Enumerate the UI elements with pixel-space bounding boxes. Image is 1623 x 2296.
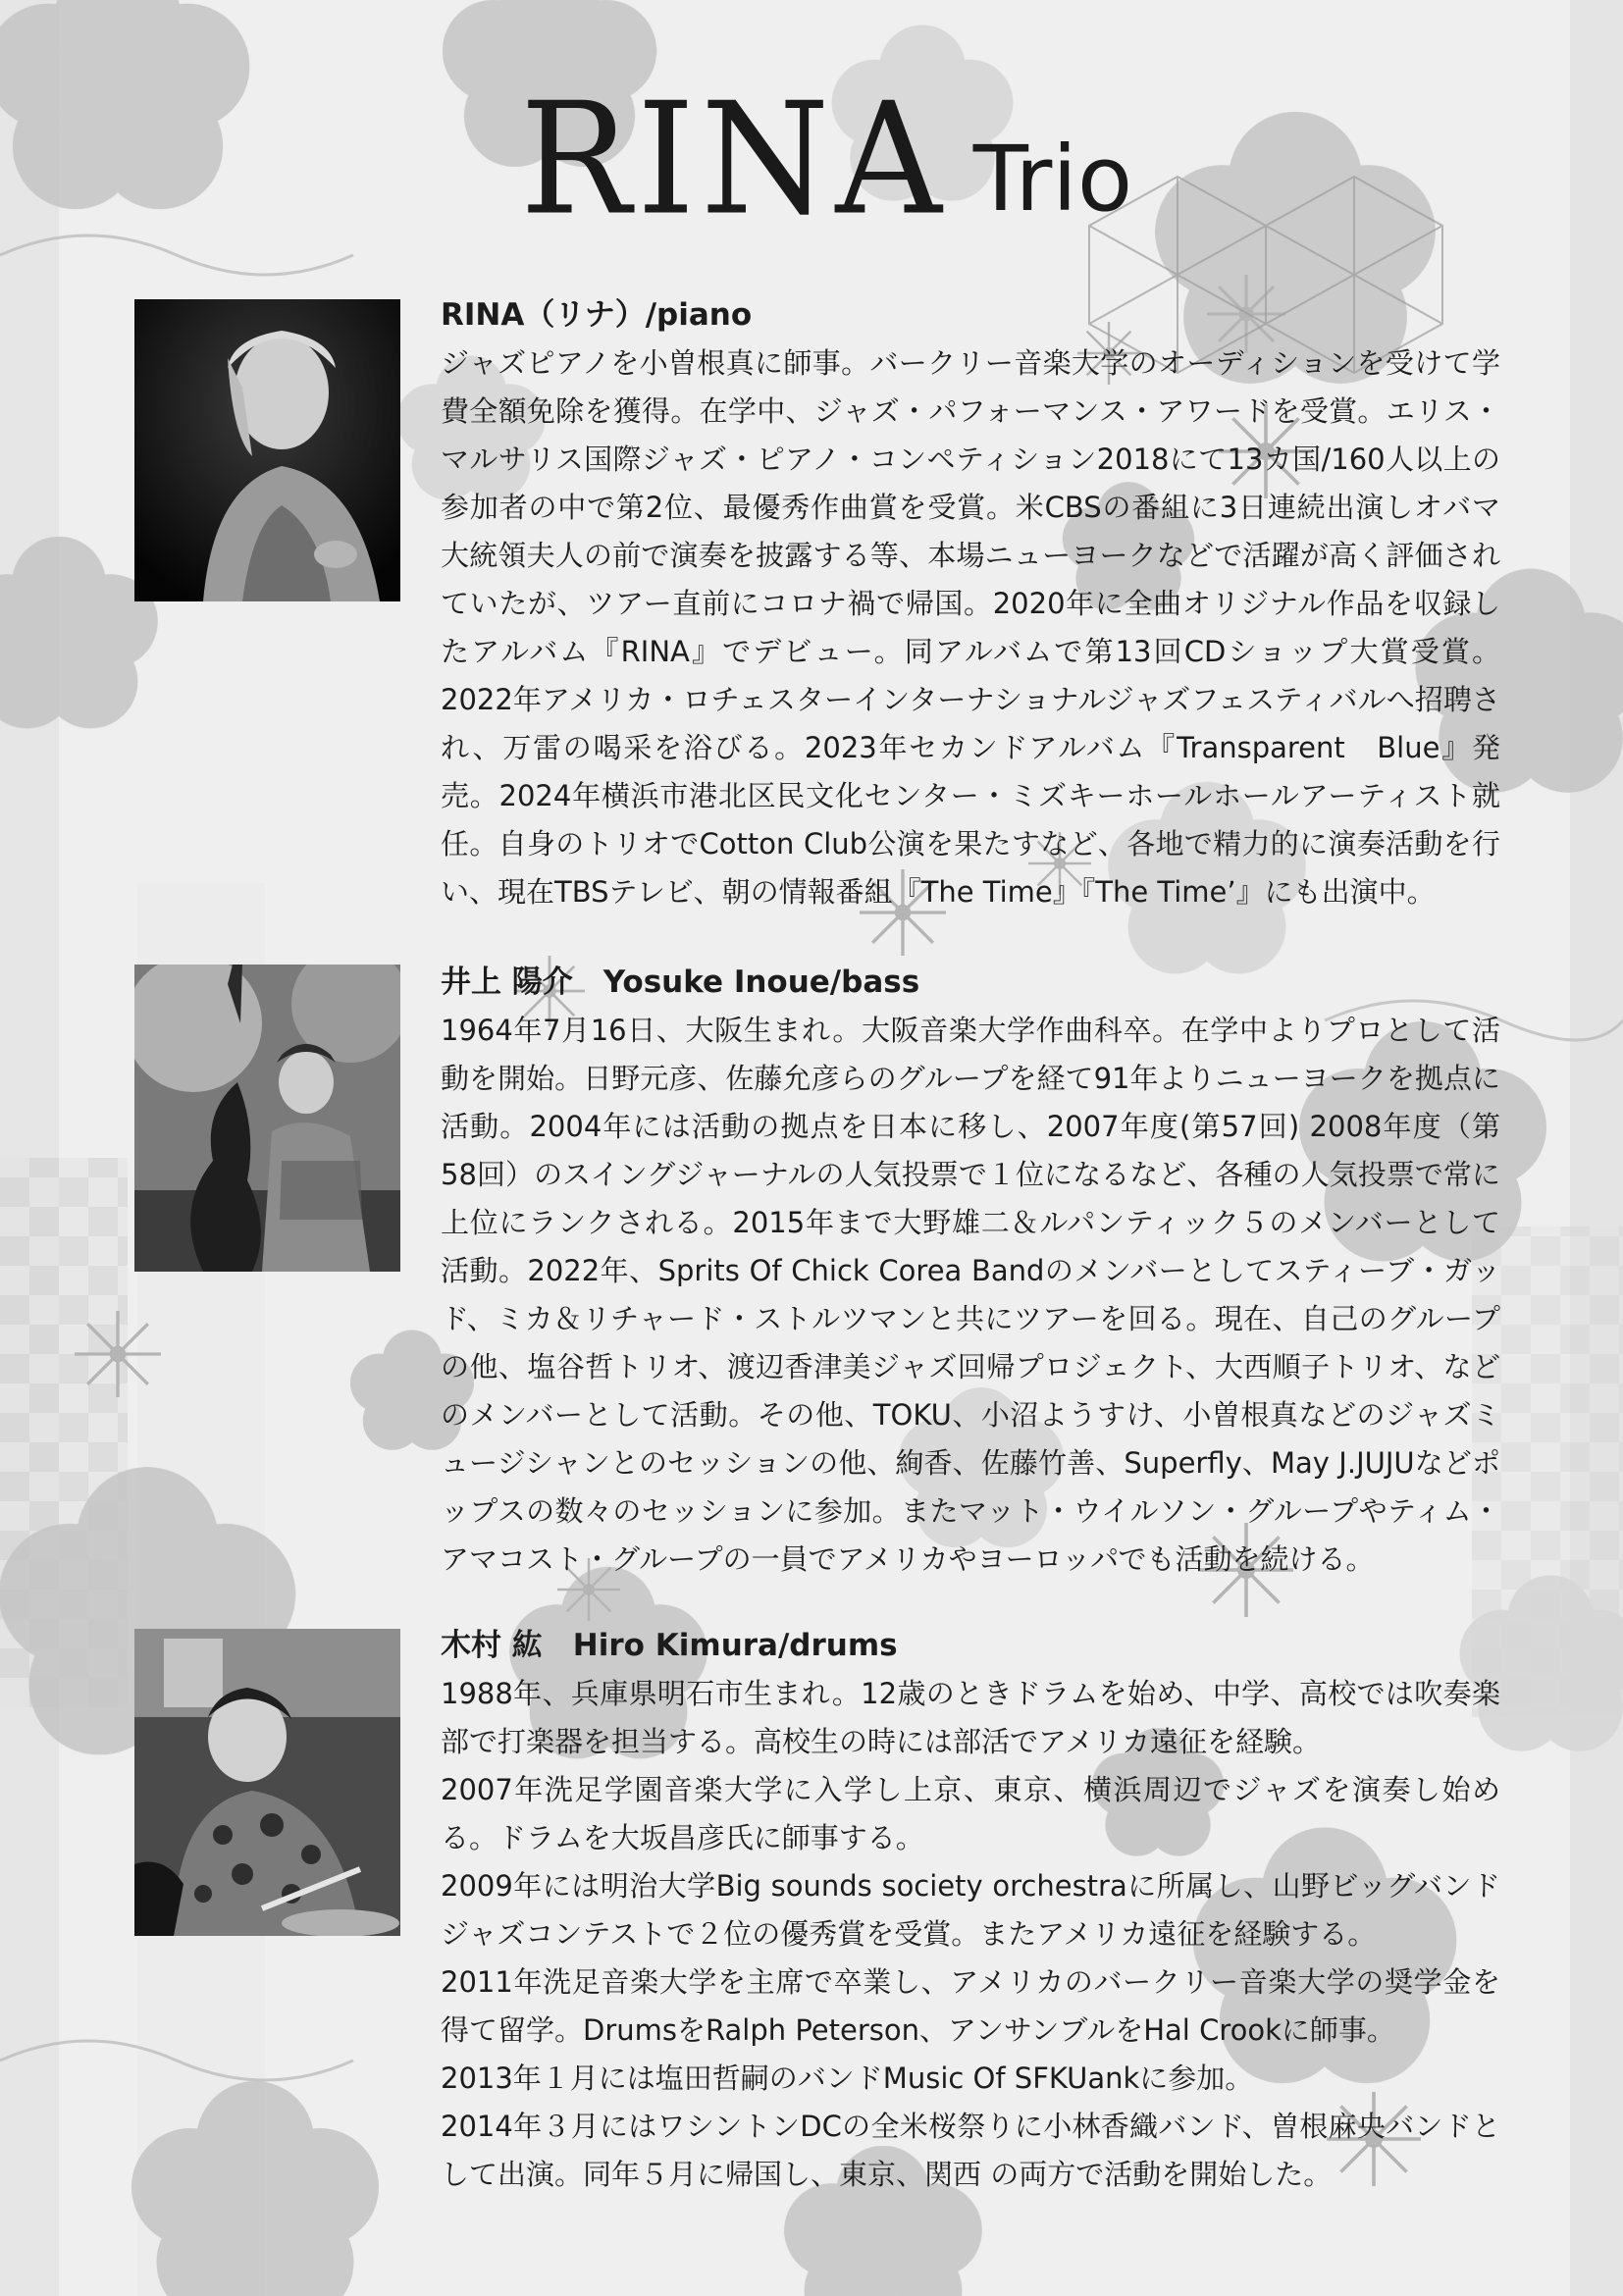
rina-photo [134, 299, 400, 601]
inoue-photo [134, 965, 400, 1272]
member-heading: 井上 陽介 Yosuke Inoue/bass [441, 965, 920, 1000]
title-main: RINA [520, 70, 948, 250]
member-bio: 1964年7月16日、大阪生まれ。大阪音楽大学作曲科卒。在学中よりプロとして活動を開始。日野元彦、佐藤允彦らのグループを経て91年よりニューヨークを拠点に活動。2004年には活動の拠点を日本に移し、2007年度(第57回) 2008年度（第58回）のスイングジャーナルの人気投票で１位になるなど、各種の人気投票で常に上位にランクされる。2015年まで大野雄二＆ルパンティック５のメンバーとして活動。2022年、Sprits Of Chick Corea Bandのメンバーとしてスティーブ・ガッド、ミカ＆リチャード・ストルツマンと共にツアーを回る。現在、自己のグループの他、塩谷哲トリオ、渡辺香津美ジャズ回帰プロジェクト、大西順子トリオ、などのメンバーとして活動。その他、TOKU、小沼ようすけ、小曽根真などのジャズミュージシャンとのセッションの他、絢香、佐藤竹善、Superfly、May J.JUJUなどポップスの数々のセッションに参加。またマット・ウイルソン・グループやティム・アマコスト・グループの一員でアメリカやヨーロッパでも活動を続ける。 [441, 1014, 1500, 1576]
member-kimura [441, 1623, 1500, 2199]
member-heading: RINA（リナ）/piano [441, 297, 753, 333]
kimura-photo [134, 1629, 400, 1936]
member-bio: ジャズピアノを小曽根真に師事。バークリー音楽大学のオーディションを受けて学費全額免除を獲得。在学中、ジャズ・パフォーマンス・アワードを受賞。エリス・マルサリス国際ジャズ・ピアノ・コンペティション2018にて13カ国/160人以上の参加者の中で第2位、最優秀作曲賞を受賞。米CBSの番組に3日連続出演しオバマ大統領夫人の前で演奏を披露する等、本場ニューヨークなどで活躍が高く評価されていたが、ツアー直前にコロナ禍で帰国。2020年に全曲オリジナル作品を収録したアルバム『RINA』でデビュー。同アルバムで第13回CDショップ大賞受賞。2022年アメリカ・ロチェスターインターナショナルジャズフェスティバルへ招聘され、万雷の喝采を浴びる。2023年セカンドアルバム『Transparent Blue』発売。2024年横浜市港北区民文化センター・ミズキーホールホールアーティスト就任。自身のトリオでCotton Club公演を果たすなど、各地で精力的に演奏活動を行い、現在TBSテレビ、朝の情報番組『The Time』『The Time’』にも出演中。 [441, 346, 1500, 909]
title-sub: Trio [972, 127, 1133, 232]
member-inoue [441, 960, 1500, 1584]
member-bio: 1988年、兵庫県明石市生まれ。12歳のときドラムを始め、中学、高校では吹奏楽部で打楽器を担当する。高校生の時には部活でアメリカ遠征を経験。 2007年洗足学園音楽大学に入学し上京、東京、横浜周辺でジャズを演奏し始める。ドラムを大坂昌彦氏に師事する。 2009年には明治大学Big sounds society orchestraに所属し、山野ビッグバンドジャズコンテストで２位の優秀賞を受賞。またアメリカ遠征を経験する。 2011年洗足音楽大学を主席で卒業し、アメリカのバークリー音楽大学の奨学金を得て留学。DrumsをRalph Peterson、アンサンブルをHal Crookに師事。 2013年１月には塩田哲嗣のバンドMusic Of SFKUankに参加。 2014年３月にはワシントンDCの全米桜祭りに小林香織バンド、曽根麻央バンドとして出演。同年５月に帰国し、東京、関西 の両方で活動を開始した。 [441, 1677, 1500, 2191]
page-title [520, 70, 1207, 250]
member-rina [441, 292, 1500, 916]
member-heading: 木村 紘 Hiro Kimura/drums [441, 1628, 898, 1663]
